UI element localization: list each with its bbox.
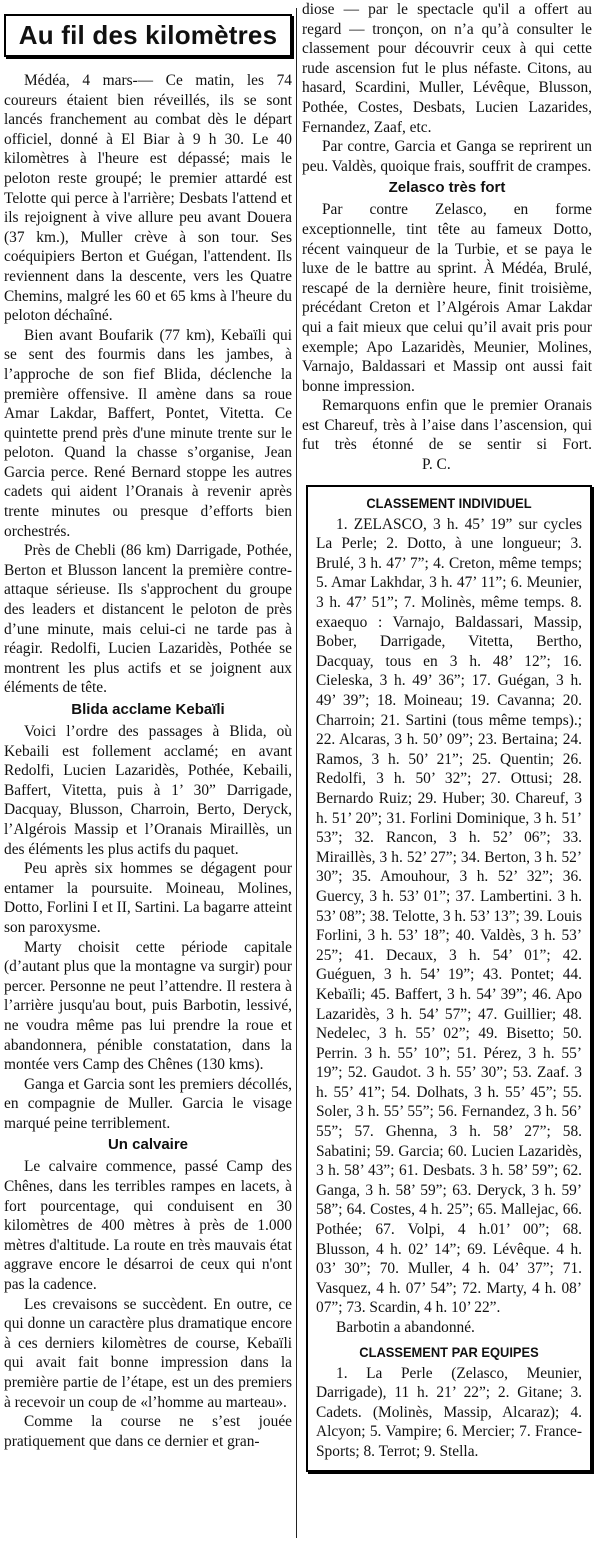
article-paragraph: Bien avant Boufarik (77 km), Kebaïli qui se sent des fourmis dans les jambes, à l’approche de son fief Blida, déclenche la première offensive. Il amène dans sa roue Amar Lakdar, Baffert, Pontet, Vitetta. Ce quintette prend près d'une minute trente sur le peloton. Quand la chasse s’organise, Jean Garcia perce. René Bernard stoppe les autres cadets qui aident l’Oranais à revenir après trente minutes ou presque d’efforts bien orchestrés. [4,326,292,540]
article-paragraph: Comme la course ne s’est jouée pratiquement que dans ce dernier et gran- [4,1413,292,1450]
left-column [4,0,292,1451]
abandon-note: Barbotin a abandonné. [336,1319,475,1336]
subheading-calvaire: Un calvaire [107,1136,189,1154]
individual-ranking-title: CLASSEMENT INDIVIDUEL [366,494,532,511]
article-paragraph: Le calvaire commence, passé Camp des Chênes, dans les terribles rampes en lacets, à fort pourcentage, qui conduisent en 30 kilomètres de 400 mètres à près de 1.000 mètres d'altitude. La route en très mauvais état aggrave encore le désarroi de ceux qui n'ont pas la cadence. [4,1158,292,1294]
article-paragraph: Près de Chebli (86 km) Darrigade, Pothée, Berton et Blusson lancent la première contre-attaque sérieuse. Ils s'approchent du groupe des leaders et distancent le peloton de près d’une minute, mais celui-ci ne tarde pas à réagir. Redolfi, Lucien Lazaridès, Pothée se montrent les plus actifs et se joignent aux éléments de tête. [4,542,292,697]
team-ranking: 1. La Perle (Zelasco, Meunier, Darrigade), 11 h. 21’ 22”; 2. Gitane; 3. Cadets. (Molinès, Massip, Alcaraz); 4. Alcyon; 5. Vampire; 6. Mercier; 7. France-Sports; 8. Terrot; 9. Stella. [316,1364,582,1460]
article-paragraph: Peu après six hommes se dégagent pour entamer la poursuite. Moineau, Molines, Dotto, Forlini I et II, Sartini. La bagarre atteint son paroxysme. [4,860,292,936]
article-paragraph: Par contre Zelasco, en forme exceptionnelle, tint tête au fameux Dotto, récent vainqueur de la Turbie, et se paya le luxe de le battre au sprint. À Médéa, Brulé, rescapé de la dernière heure, finit troisième, précédant Creton et l’Algérois Amar Lakdar qui a fait mieux que celui qu’il avait pris pour exemple; Apo Lazaridès, Meunier, Molines, Varnajo, Baldassari et Massip ont aussi fait bonne impression. [302,201,592,395]
article-paragraph: Marty choisit cette période capitale (d’autant plus que la montagne va surgir) pour percer. Personne ne peut l’attendre. Il restera à l’arrière jusqu'au bout, puis Barbotin, lessivé, ne voudra même pas lui prendre la roue et abandonnera, pénible constatation, dans la montée vers Camp des Chênes (130 kms). [4,938,292,1074]
article-paragraph: Les crevaisons se succèdent. En outre, ce qui donne un caractère plus dramatique encore à ces derniers kilomètres de course, Kebaïli qui avait fait bonne impression dans la première partie de l’étape, est un des premiers à recevoir un coup de «l’homme au marteau». [4,1295,292,1411]
article-paragraph: Ganga et Garcia sont les premiers décollés, en compagnie de Muller. Garcia le visage marqué peine terriblement. [4,1075,292,1132]
article-paragraph: diose — par le spectacle qu'il a offert au regard — tronçon, on n’a qu’à consulter le classement pour découvrir ceux à qui cette rude ascension fut le plus néfaste. Citons, au hasard, Scardini, Muller, Lévêque, Blusson, Pothée, Costes, Desbats, Lucien Lazarides, Fernandez, Zaaf, etc. [302,1,592,136]
headline-box [4,14,292,57]
subheading-blida: Blida acclame Kebaïli [71,701,225,718]
headline: Au fil des kilomètres [18,20,278,50]
article-paragraph: Voici l’ordre des passages à Blida, où Kebaili est follement acclamé; en avant Redolfi, Lucien Lazaridès, Pothée, Kebaili, Baffert, Vitetta, puis à 1’ 30” Darrigade, Dacquay, Blusson, Charroin, Berto, Deryck, l’Algérois Massip et l’Oranais Miraillès, un des éléments les plus actifs du paquet. [4,723,292,858]
paragraph-text: Remarquons enfin que le premier Oranais est Chareuf, très à l’aise dans l’ascension, qui fut très étonné de se sentir si Fort. [302,397,592,454]
article-paragraph: Par contre, Garcia et Ganga se reprirent un peu. Valdès, quoique frais, souffrit de crampes. [302,138,592,175]
individual-ranking: 1. ZELASCO, 3 h. 45’ 19” sur cycles La Perle; 2. Dotto, à une longueur; 3. Brulé, 3 h. 47’ 7”; 4. Creton, même temps; 5. Amar Lakhdar, 3 h. 47’ 11”; 6. Meunier, 3 h. 47’ 51”; 7. Molinès, même temps. 8. exaequo : Varnajo, Baldassari, Massip, Bober, Darrigade, Vitetta, Bertho, Dacquay, tous en 3 h. 48’ 12”; 16. Cieleska, 3 h. 49’ 36”; 17. Guégan, 3 h. 49’ 39”; 18. Moineau; 19. Cavanna; 20. Charroin; 21. Sartini (tous même temps).; 22. Alcaras, 3 h. 50’ 09”; 23. Bertaina; 24. Ramos, 3 h. 50’ 21”; 25. Quentin; 26. Redolfi, 3 h. 50’ 32”; 27. Ottusi; 28. Bernardo Ruiz; 29. Huber; 30. Chareuf, 3 h. 51’ 20”; 31. Forlini Dominique, 3 h. 51’ 53”; 32. Rancon, 3 h. 52’ 06”; 33. Miraillès, 3 h. 52’ 27”; 34. Berton, 3 h. 52’ 30”; 35. Amouhour, 3 h. 52’ 32”; 36. Guercy, 3 h. 53’ 01”; 37. Lambertini. 3 h. 53’ 08”; 38. Telotte, 3 h. 53’ 13”; 39. Louis Forlini, 3 h. 53’ 18”; 40. Valdès, 3 h. 53’ 25”; 41. Decaux, 3 h. 54’ 01”; 42. Guéguen, 3 h. 54’ 19”; 43. Pontet; 44. Kebaïli; 45. Baffert, 3 h. 54’ 39”; 46. Apo Lazaridès, 3 h. 54’ 57”; 47. Guillier; 48. Nedelec, 3 h. 55’ 02”; 49. Bisetto; 50. Perrin. 3 h. 55’ 10”; 51. Pérez, 3 h. 55’ 19”; 52. Gaudot. 3 h. 55’ 30”; 53. Zaaf. 3 h. 55’ 41”; 54. Dolhats, 3 h. 55’ 45”; 55. Soler, 3 h. 55’ 55”; 56. Fernandez, 3 h. 56’ 55”; 57. Ghenna, 3 h. 58’ 27”; 58. Sabatini; 59. Garcia; 60. Lucien Lazaridès, 3 h. 58’ 43”; 61. Desbats. 3 h. 58’ 59”; 62. Ganga, 3 h. 58’ 59”; 63. Deryck, 3 h. 59’ 58”; 64. Costes, 4 h. 25”; 65. Mallejac, 66. Pothée; 67. Volpi, 4 h.01’ 00”; 68. Blusson, 4 h. 02’ 14”; 69. Lévêque. 4 h. 03’ 30”; 70. Muller, 4 h. 04’ 37”; 71. Vasquez, 4 h. 07’ 54”; 72. Marty, 4 h. 08’ 07”; 73. Scardin, 4 h. 10’ 22”. [316,515,582,1317]
subheading-zelasco: Zelasco très fort [388,179,506,197]
article-paragraph [302,396,592,474]
column-divider [296,8,297,1538]
article-paragraph: Médéa, 4 mars-— Ce matin, les 74 coureurs étaient bien réveillés, ils se sont lancés franchement au combat dès le départ officiel, donné à El Biar à 9 h 30. Le 40 kilomètres à l'heure est dépassé; mais le peloton reste groupé; le premier attardé est Telotte qui perce à l'arrière; Desbats l'attend et ils rejoignent à vive allure peu avant Douera (37 km.), Muller crève à son tour. Ses coéquipiers Berton et Guégan, l'attendent. Ils reviennent dans la descente, vers les Quatre Chemins, malgré les 60 et 65 kms à l'heure du peloton déchaîné. [4,72,292,325]
signature: P. C. [422,456,451,474]
results-box [306,485,592,1472]
team-ranking-title: CLASSEMENT PAR EQUIPES [359,1343,539,1360]
right-column [302,0,592,1472]
